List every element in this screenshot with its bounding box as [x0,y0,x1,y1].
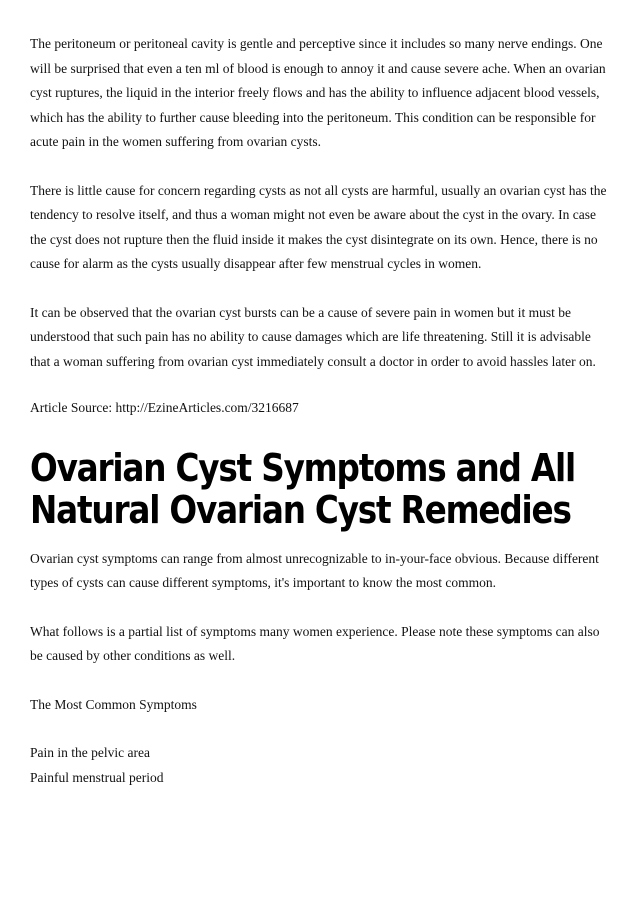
document-page [30,32,608,790]
article-paragraph-1: The peritoneum or peritoneal cavity is gentle and perceptive since it includes so many nerve endings. One will be surprised that even a ten ml of blood is enough to annoy it and cause severe ache. When an ovarian cyst ruptures, the liquid in the interior freely flows and has the ability to influence adjacent blood vessels, which has the ability to further cause bleeding into the peritoneum. This condition can be responsible for acute pain in the women suffering from ovarian cysts. [30,36,606,149]
article-source: Article Source: http://EzineArticles.com/3216687 [30,400,299,415]
symptoms-subheading: The Most Common Symptoms [30,696,197,712]
section-paragraph-1: Ovarian cyst symptoms can range from almost unrecognizable to in-your-face obvious. Because different types of cysts can cause different symptoms, it's important to know the most common. [30,550,599,590]
section-paragraph-2: What follows is a partial list of symptoms many women experience. Please note these symptoms can also be caused by other conditions as well. [30,623,600,663]
symptom-item: Painful menstrual period [30,769,164,785]
symptoms-list [30,741,608,790]
section-heading [30,447,580,531]
article-paragraph-3: It can be observed that the ovarian cyst bursts can be a cause of severe pain in women but it must be understood that such pain has no ability to cause damages which are life threatening. Still it is advisable that a woman suffering from ovarian cyst immediately consult a doctor in order to avoid hassles later on. [30,304,596,369]
section-heading-line-2: Natural Ovarian Cyst Remedies [30,487,571,532]
section-heading-line-1: Ovarian Cyst Symptoms and All [30,445,575,490]
article-paragraph-2: There is little cause for concern regarding cysts as not all cysts are harmful, usually an ovarian cyst has the tendency to resolve itself, and thus a woman might not even be aware about the cyst in the ovary. In case the cyst does not rupture then the fluid inside it makes the cyst disintegrate on its own. Hence, there is no cause for alarm as the cysts usually disappear after few menstrual cycles in women. [30,182,607,271]
symptom-item: Pain in the pelvic area [30,745,150,760]
